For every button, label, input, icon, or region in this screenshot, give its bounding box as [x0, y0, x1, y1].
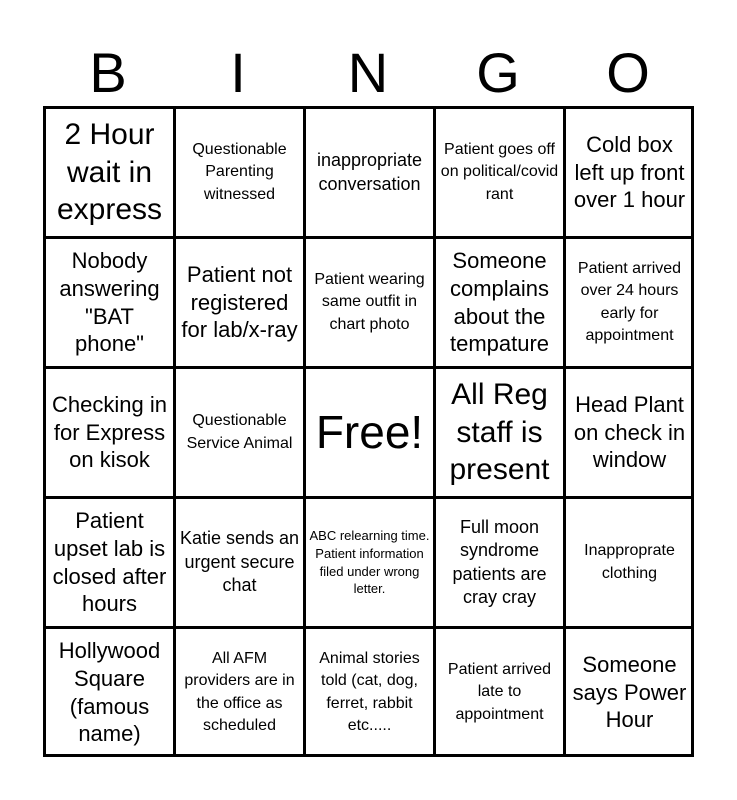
- bingo-cell[interactable]: [306, 109, 433, 236]
- header-letter-g: G: [476, 41, 520, 104]
- cell-text: All Reg staff is present: [449, 378, 550, 487]
- cell-text: Patient goes off on political/covid rant: [440, 141, 559, 203]
- cell-text: ABC relearning time. Patient information filed under wrong letter.: [309, 527, 430, 597]
- cell-text: Inapproprate clothing: [584, 542, 675, 582]
- bingo-cell[interactable]: [566, 499, 693, 626]
- cell-text: Hollywood Square (famous name): [58, 637, 161, 747]
- cell-text: Full moon syndrome patients are cray cray: [452, 516, 547, 607]
- cell-text: Patient arrived late to appointment: [447, 661, 552, 723]
- bingo-board: [43, 106, 694, 757]
- free-space-cell[interactable]: [306, 369, 433, 496]
- bingo-cell[interactable]: [306, 239, 433, 366]
- bingo-cell[interactable]: [436, 369, 563, 496]
- bingo-cell[interactable]: [176, 239, 303, 366]
- cell-text: All AFM providers are in the office as scheduled: [184, 650, 295, 734]
- cell-text: Patient wearing same outfit in chart photo: [314, 271, 425, 333]
- cell-text: inappropriate conversation: [316, 150, 423, 194]
- header-letter-o: O: [606, 41, 650, 104]
- bingo-cell[interactable]: [566, 109, 693, 236]
- header-letter-b: B: [89, 41, 127, 104]
- bingo-cell[interactable]: [436, 499, 563, 626]
- cell-text: Questionable Parenting witnessed: [192, 141, 287, 203]
- bingo-cell[interactable]: [176, 369, 303, 496]
- cell-text: Someone says Power Hour: [572, 651, 687, 733]
- cell-text: Patient not registered for lab/x-ray: [181, 261, 298, 343]
- cell-text: Animal stories told (cat, dog, ferret, rabbit etc.....: [319, 650, 420, 734]
- bingo-cell[interactable]: [436, 629, 563, 756]
- cell-text: Questionable Service Animal: [186, 412, 293, 452]
- header-letter-i: I: [230, 41, 246, 104]
- cell-text: Free!: [315, 406, 424, 459]
- cell-text: 2 Hour wait in express: [56, 118, 163, 227]
- cell-text: Checking in for Express on kisok: [52, 391, 167, 473]
- header-letter-n: N: [347, 41, 389, 104]
- bingo-cell[interactable]: [176, 499, 303, 626]
- cell-text: Head Plant on check in window: [573, 391, 686, 473]
- cell-text: Nobody answering "BAT phone": [59, 247, 160, 357]
- bingo-cell[interactable]: [566, 369, 693, 496]
- bingo-cell[interactable]: [436, 109, 563, 236]
- bingo-cell[interactable]: [46, 239, 173, 366]
- cell-text: Patient arrived over 24 hours early for appointment: [577, 260, 682, 344]
- bingo-cell[interactable]: [176, 629, 303, 756]
- bingo-cell[interactable]: [306, 499, 433, 626]
- bingo-cell[interactable]: [46, 629, 173, 756]
- bingo-cell[interactable]: [176, 109, 303, 236]
- bingo-cell[interactable]: [46, 109, 173, 236]
- bingo-cell[interactable]: [566, 629, 693, 756]
- cell-text: Patient upset lab is closed after hours: [52, 507, 167, 617]
- bingo-cell[interactable]: [306, 629, 433, 756]
- cell-text: Katie sends an urgent secure chat: [179, 528, 300, 596]
- bingo-header: [43, 40, 694, 106]
- bingo-cell[interactable]: [436, 239, 563, 366]
- cell-text: Cold box left up front over 1 hour: [573, 131, 686, 213]
- bingo-cell[interactable]: [46, 499, 173, 626]
- cell-text: Someone complains about the tempature: [449, 247, 550, 357]
- bingo-cell[interactable]: [46, 369, 173, 496]
- bingo-cell[interactable]: [566, 239, 693, 366]
